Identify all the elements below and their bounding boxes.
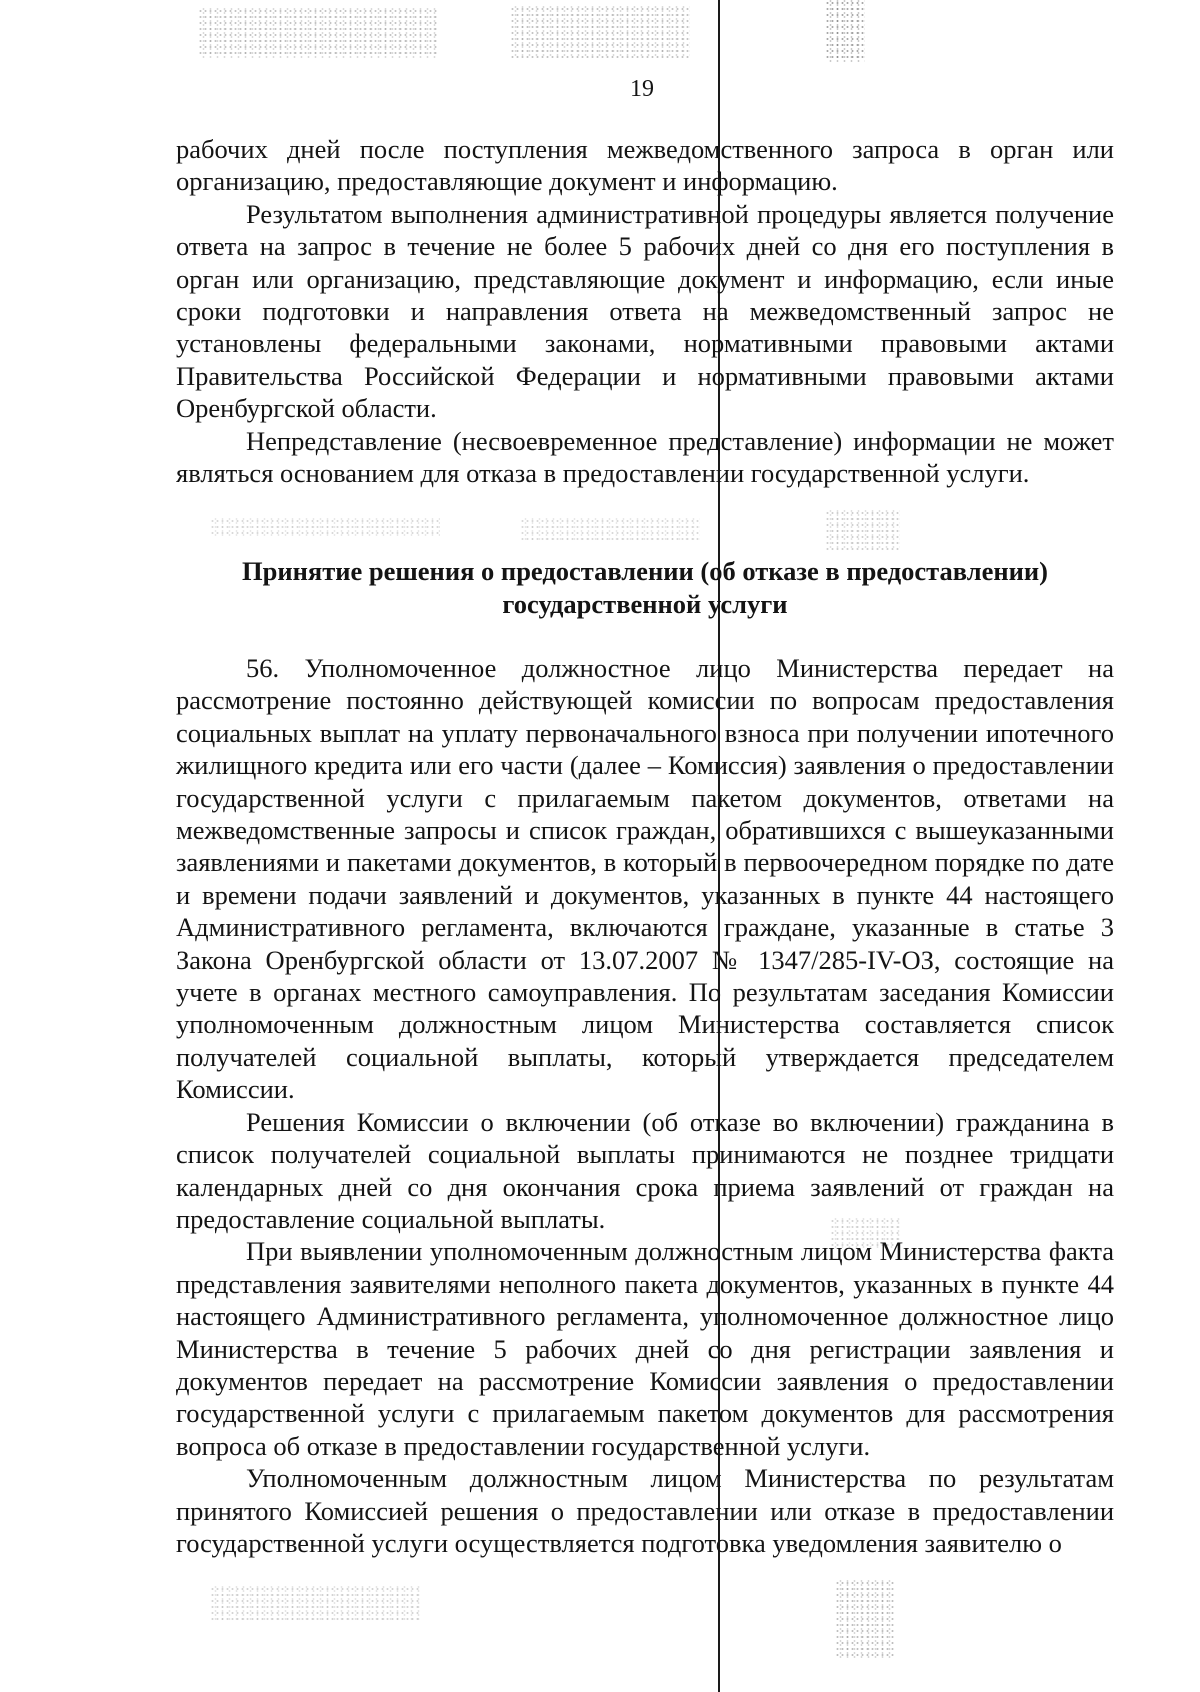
paragraph-incomplete-package: При выявлении уполномоченным должностным лицом Министерства факта представления заявителями неполного пакета документов, указанных в пункте 44 настоящего Административного регламента, уполномоченное должностное лицо Министерства в течение 5 рабочих дней со дня регистрации заявления и документов передает на рассмотрение Комиссии заявления о предоставлении государственной услуги с прилагаемым пакетом документов для рассмотрения вопроса об отказе в предоставлении государственной услуги. bbox=[176, 1236, 1114, 1461]
paragraph-notification: Уполномоченным должностным лицом Министерства по результатам принятого Комиссией решения о предоставлении или отказе в предоставлении государственной услуги осуществляется подготовка уведомления заявителю о bbox=[176, 1463, 1114, 1558]
scan-noise-mid-left bbox=[210, 518, 440, 538]
scan-noise-bottom-left bbox=[210, 1586, 420, 1622]
paragraph-result: Результатом выполнения административной процедуры является получение ответа на запрос в течение не более 5 рабочих дней со дня его поступления в орган или организацию, представляющие документ и информацию, если иные сроки подготовки и направления ответа на межведомственный запрос не установлены федеральными законами, нормативными правовыми актами Правительства Российской Федерации и нормативными правовыми актами Оренбургской области. bbox=[176, 198, 1114, 424]
scan-noise-top-left bbox=[198, 8, 438, 58]
paragraph-continuation: рабочих дней после поступления межведомственного запроса в орган или организацию, предоставляющие документ и информацию. bbox=[176, 134, 1114, 197]
section-heading-line-2: государственной услуги bbox=[502, 589, 788, 619]
page-number: 19 bbox=[630, 76, 654, 102]
paragraph-item-56: 56. Уполномоченное должностное лицо Министерства передает на рассмотрение постоянно действующей комиссии по вопросам предоставления социальных выплат на уплату первоначального взноса при получении ипотечного жилищного кредита или его части (далее – Комиссия) заявления о предоставлении государственной услуги с прилагаемым пакетом документов, ответами на межведомственные запросы и список граждан, обратившихся с вышеуказанными заявлениями и пакетами документов, в который в первоочередном порядке по дате и времени подачи заявлений и документов, указанных в пункте 44 настоящего Административного регламента, включаются граждане, указанные в статье 3 Закона Оренбургской области от 13.07.2007 № 1347/285-IV-ОЗ, состоящие на учете в органах местного самоуправления. По результатам заседания Комиссии уполномоченным должностным лицом Министерства составляется список получателей социальной выплаты, который утверждается председателем Комиссии. bbox=[176, 653, 1114, 1105]
paragraph-commission-decisions: Решения Комиссии о включении (об отказе во включении) гражданина в список получателей социальной выплаты принимаются не позднее тридцати календарных дней со дня окончания срока приема заявлений от граждан на предоставление социальной выплаты. bbox=[176, 1106, 1114, 1234]
scan-noise-mid-center bbox=[520, 518, 700, 540]
paragraph-non-submission: Непредставление (несвоевременное представление) информации не может являться основанием для отказа в предоставлении государственной услуги. bbox=[176, 425, 1114, 489]
scan-noise-top-middle bbox=[510, 6, 690, 58]
scan-noise-top-right bbox=[825, 0, 865, 62]
section-heading-line-1: Принятие решения о предоставлении (об отказе в предоставлении) bbox=[242, 556, 1048, 586]
scan-noise-mid-right bbox=[825, 510, 900, 550]
text-block-bottom bbox=[176, 652, 1114, 1559]
scan-noise-bottom-right bbox=[835, 1580, 895, 1660]
section-heading bbox=[176, 555, 1114, 621]
text-block-top bbox=[176, 133, 1114, 489]
